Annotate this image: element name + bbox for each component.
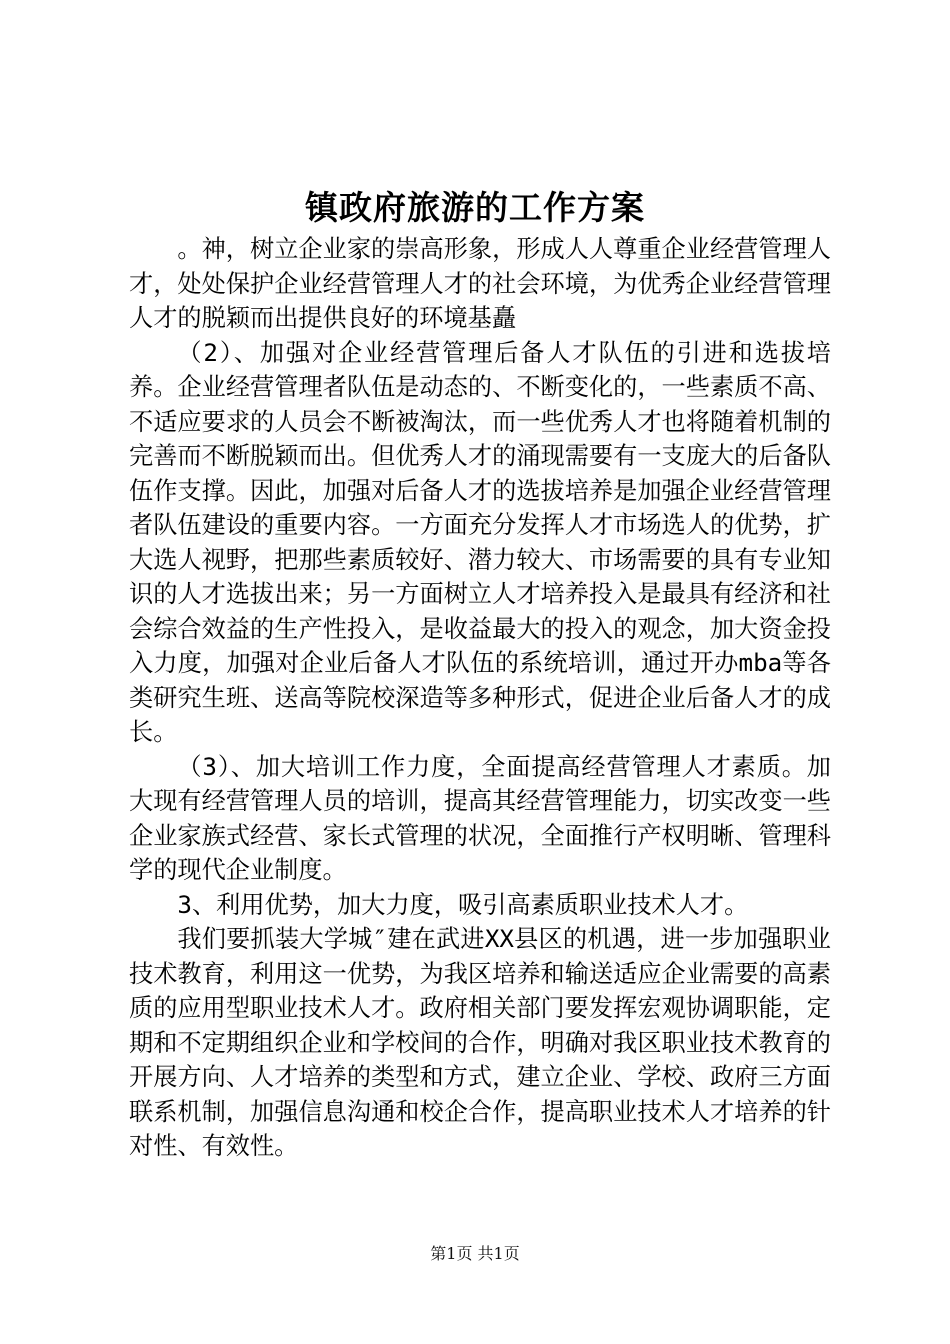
paragraph-4: 3、利用优势，加大力度，吸引高素质职业技术人才。 <box>177 890 749 919</box>
page-footer: 第1页 共1页 <box>430 1244 520 1263</box>
document-body <box>129 232 831 1164</box>
paragraph-2: （2）、加强对企业经营管理后备人才队伍的引进和选拔培养。企业经营管理者队伍是动态的、不断变化的，一些素质不高、不适应要求的人员会不断被淘汰，而一些优秀人才也将随着机制的完善而不断脱颖而出。但优秀人才的涌现需要有一支庞大的后备队伍作支撑。因此，加强对后备人才的选拔培养是加强企业经营管理者队伍建设的重要内容。一方面充分发挥人才市场选人的优势，扩大选人视野，把那些素质较好、潜力较大、市场需要的具有专业知识的人才选拔出来；另一方面树立人才培养投入是最具有经济和社会综合效益的生产性投入，是收益最大的投入的观念，加大资金投入力度，加强对企业后备人才队伍的系统培训，通过开办mba等各类研究生班、送高等院校深造等多种形式，促进企业后备人才的成长。 <box>129 338 831 746</box>
paragraph-5: 我们要抓装大学城″建在武进XX县区的机遇，进一步加强职业技术教育，利用这一优势，为我区培养和输送适应企业需要的高素质的应用型职业技术人才。政府相关部门要发挥宏观协调职能，定期和不定期组织企业和学校间的合作，明确对我区职业技术教育的开展方向、人才培养的类型和方式，建立企业、学校、政府三方面联系机制，加强信息沟通和校企合作，提高职业技术人才培养的针对性、有效性。 <box>129 925 831 1160</box>
paragraph-3: （3）、加大培训工作力度，全面提高经营管理人才素质。加大现有经营管理人员的培训，提高其经营管理能力，切实改变一些企业家族式经营、家长式管理的状况，全面推行产权明晰、管理科学的现代企业制度。 <box>129 752 831 884</box>
document-title: 镇政府旅游的工作方案 <box>305 188 645 227</box>
paragraph-1: 。神，树立企业家的崇高形象，形成人人尊重企业经营管理人才，处处保护企业经营管理人才的社会环境，为优秀企业经营管理人才的脱颖而出提供良好的环境基矗 <box>129 235 831 332</box>
